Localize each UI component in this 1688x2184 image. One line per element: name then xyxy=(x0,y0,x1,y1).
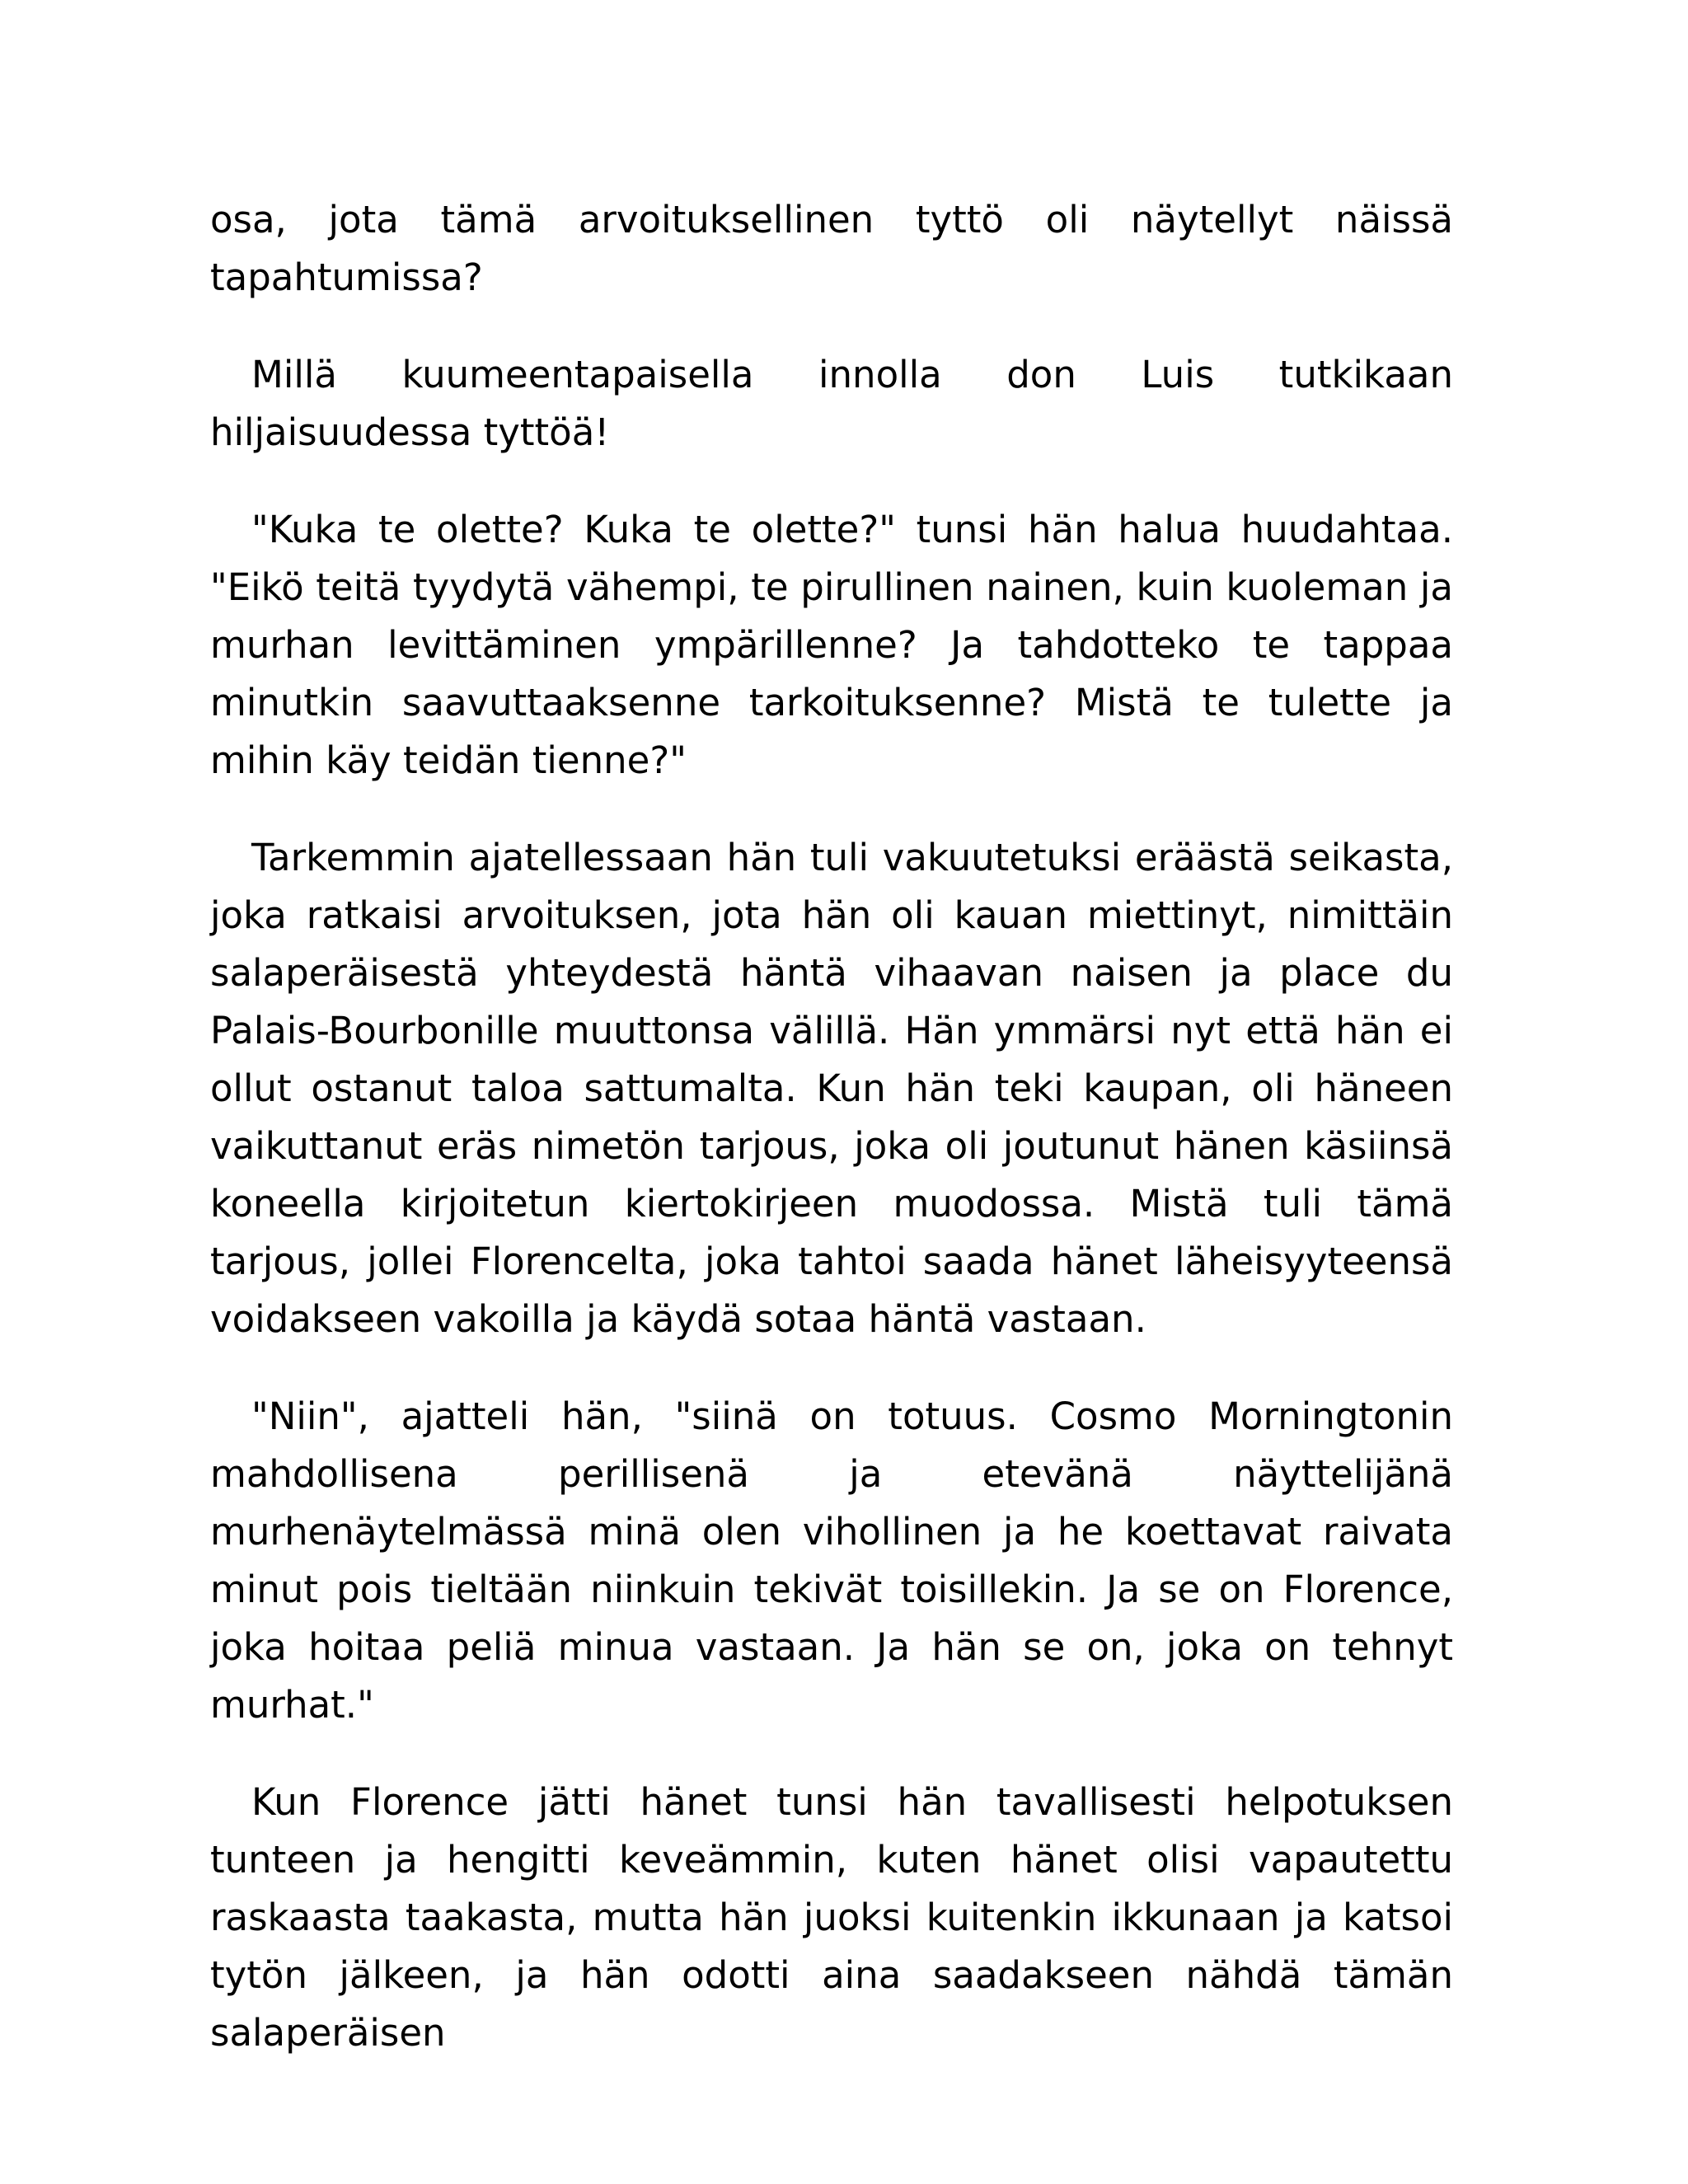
document-page xyxy=(210,191,1453,2062)
paragraph: "Kuka te olette? Kuka te olette?" tunsi hän halua huudahtaa. "Eikö teitä tyydytä vähempi, te pirullinen nainen, kuin kuoleman ja murhan levittäminen ympärillenne? Ja tahdotteko te tappaa minutkin saavuttaaksenne tarkoituksenne? Mistä te tulette ja mihin käy teidän tienne?" xyxy=(210,508,1453,782)
paragraph: "Niin", ajatteli hän, "siinä on totuus. Cosmo Morningtonin mahdollisena perillisenä ja etevänä näyttelijänä murhenäytelmässä minä olen vihollinen ja he koettavat raivata minut pois tieltään niinkuin tekivät toisillekin. Ja se on Florence, joka hoitaa peliä minua vastaan. Ja hän se on, joka on tehnyt murhat." xyxy=(210,1394,1453,1727)
paragraph: Tarkemmin ajatellessaan hän tuli vakuutetuksi eräästä seikasta, joka ratkaisi arvoituksen, jota hän oli kauan miettinyt, nimittäin salaperäisestä yhteydestä häntä vihaavan naisen ja place du Palais-Bourbonille muuttonsa välillä. Hän ymmärsi nyt että hän ei ollut ostanut taloa sattumalta. Kun hän teki kaupan, oli häneen vaikuttanut eräs nimetön tarjous, joka oli joutunut hänen käsiinsä koneella kirjoitetun kiertokirjeen muodossa. Mistä tuli tämä tarjous, jollei Florencelta, joka tahtoi saada hänet läheisyyteensä voidakseen vakoilla ja käydä sotaa häntä vastaan. xyxy=(210,836,1453,1341)
paragraph: Millä kuumeentapaisella innolla don Luis tutkikaan hiljaisuudessa tyttöä! xyxy=(210,353,1453,454)
paragraph: osa, jota tämä arvoituksellinen tyttö oli näytellyt näissä tapahtumissa? xyxy=(210,198,1453,299)
paragraph-continued: Kun Florence jätti hänet tunsi hän tavallisesti helpotuksen tunteen ja hengitti keveämmin, kuten hänet olisi vapautettu raskaasta taakasta, mutta hän juoksi kuitenkin ikkunaan ja katsoi tytön jälkeen, ja hän odotti aina saadakseen nähdä tämän salaperäisen xyxy=(210,1780,1453,2055)
